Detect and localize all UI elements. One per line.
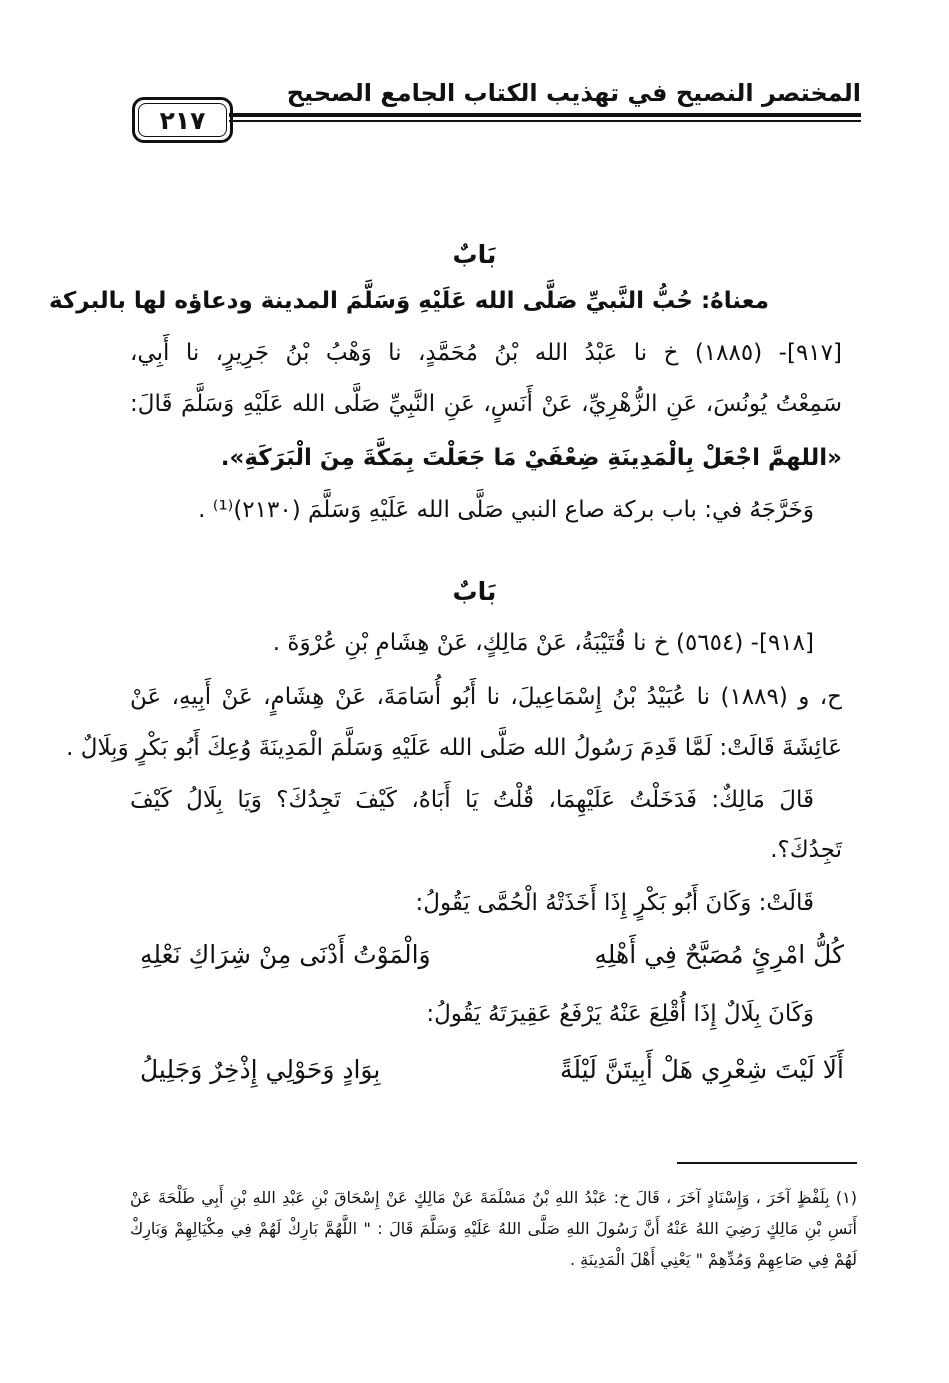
poem-second-hemistich: بِوَادٍ وَحَوْلِي إِذْخِرٌ وَجَلِيلُ	[140, 1055, 381, 1084]
header-double-rule	[229, 113, 861, 123]
poem-second-hemistich: وَالْمَوْتُ أَدْنَى مِنْ شِرَاكِ نَعْلِهِ	[140, 940, 431, 969]
hadith-line: وَخَرَّجَهُ في: باب بركة صاع النبي صَلَّى الله عَلَيْهِ وَسَلَّمَ (٢١٣٠)⁽¹⁾ .	[198, 497, 814, 523]
page-number-frame	[132, 97, 233, 143]
hadith-line: قَالَ مَالِكٌ: فَدَخَلْتُ عَلَيْهِمَا، قُلْتُ يَا أَبَاهُ، كَيْفَ تَجِدُكَ؟ وَيَا بِلَالُ كَيْفَ	[130, 787, 814, 813]
hadith-line: [٩١٨]- (٥٦٥٤) خ نا قُتَيْبَةُ، عَنْ مَالِكٍ، عَنْ هِشَامِ بْنِ عُرْوَةَ .	[272, 630, 814, 656]
footnote-separator	[677, 1162, 857, 1164]
header-rule-thin	[229, 120, 861, 122]
section-heading: بَابٌ	[452, 577, 497, 606]
hadith-line: عَائِشَةَ قَالَتْ: لَمَّا قَدِمَ رَسُولُ الله صَلَّى الله عَلَيْهِ وَسَلَّمَ الْمَدِينَةَ وُعِكَ أَبُو بَكْرٍ وَبِلَالٌ .	[66, 735, 842, 761]
poem-first-hemistich: أَلَا لَيْتَ شِعْرِي هَلْ أَبِيتَنَّ لَيْلَةً	[560, 1055, 844, 1084]
running-header-title: المختصر النصيح في تهذيب الكتاب الجامع الصحيح	[286, 79, 861, 107]
footnote-line: لَهُمْ فِي صَاعِهِمْ وَمُدِّهِمْ " يَعْنِي أَهْلَ الْمَدِينَةِ .	[570, 1250, 857, 1269]
hadith-line: [٩١٧]- (١٨٨٥) خ نا عَبْدُ الله بْنُ مُحَمَّدٍ، نا وَهْبُ بْنُ جَرِيرٍ، نا أَبِي،	[130, 340, 842, 366]
footnote-line: (١) بِلَفْظٍ آخَرَ ، وَإِسْنَادٍ آخَرَ ، قَالَ خ: عَبْدُ اللهِ بْنُ مَسْلَمَةَ عَنْ مَالِكٍ عَنْ إِسْحَاقَ بْنِ عَبْدِ اللهِ بْنِ أَبِي طَلْحَةَ عَنْ	[130, 1188, 857, 1207]
hadith-line: وَكَانَ بِلَالٌ إِذَا أُقْلِعَ عَنْهُ يَرْفَعُ عَقِيرَتَهُ يَقُولُ:	[426, 1001, 814, 1027]
footnote-line: أَنَسِ بْنِ مَالِكٍ رَضِيَ اللهُ عَنْهُ أَنَّ رَسُولَ اللهِ صَلَّى اللهُ عَلَيْهِ وَسَلَّمَ قَالَ : " اللَّهُمَّ بَارِكْ لَهُمْ فِي مِكْيَالِهِمْ وَبَارِكْ	[130, 1219, 857, 1238]
section-subtitle: معناهُ: حُبُّ النَّبيِّ صَلَّى الله عَلَيْهِ وَسَلَّمَ المدينة ودعاؤه لها بالبركة	[48, 288, 769, 314]
section-heading: بَابٌ	[452, 240, 497, 269]
hadith-line: تَجِدُكَ؟.	[770, 837, 842, 863]
poem-verse	[140, 935, 844, 975]
hadith-line: قَالَتْ: وَكَانَ أَبُو بَكْرٍ إِذَا أَخَذَتْهُ الْحُمَّى يَقُولُ:	[415, 890, 814, 916]
hadith-line: سَمِعْتُ يُونُسَ، عَنِ الزُّهْرِيِّ، عَنْ أَنَسٍ، عَنِ النَّبِيِّ صَلَّى الله عَلَيْهِ وَسَلَّمَ قَالَ:	[130, 391, 842, 417]
header-rule-thick	[229, 113, 861, 117]
page-number: ٢١٧	[159, 105, 206, 135]
hadith-line: ح، و (١٨٨٩) نا عُبَيْدُ بْنُ إِسْمَاعِيلَ، نا أَبُو أُسَامَةَ، عَنْ هِشَامٍ، عَنْ أَبِيهِ، عَنْ	[130, 684, 842, 710]
poem-verse	[140, 1050, 844, 1090]
poem-first-hemistich: كُلُّ امْرِئٍ مُصَبَّحٌ فِي أَهْلِهِ	[594, 940, 844, 969]
hadith-quote: «اللهمَّ اجْعَلْ بِالْمَدِينَةِ ضِعْفَيْ مَا جَعَلْتَ بِمَكَّةَ مِنَ الْبَرَكَةِ».	[220, 445, 842, 471]
